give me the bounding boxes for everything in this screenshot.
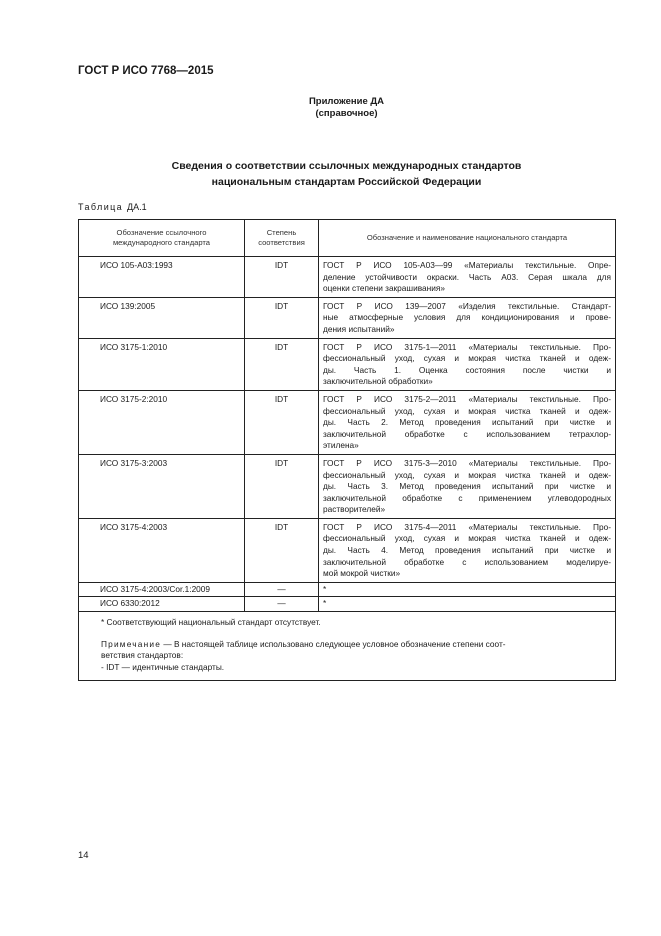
degree-cell: —	[245, 582, 319, 597]
intl-standard-cell: ИСО 3175-4:2003/Cor.1:2009	[79, 582, 245, 597]
national-standard-line: ды. Часть 2. Метод проведения испытаний при чистке и	[323, 417, 611, 428]
degree-cell: IDT	[245, 518, 319, 582]
intl-standard-cell: ИСО 105-А03:1993	[79, 257, 245, 298]
intl-standard-cell: ИСО 139:2005	[79, 297, 245, 338]
section-title	[78, 158, 615, 190]
national-standard-line: оценки степени закрашивания»	[323, 283, 445, 294]
header-degree-line-2: соответствия	[258, 238, 305, 247]
intl-standard-cell: ИСО 3175-1:2010	[79, 338, 245, 390]
table-footer	[79, 612, 616, 681]
section-title-line-2: национальным стандартам Российской Федерации	[211, 176, 482, 188]
section-title-line-1: Сведения о соответствии ссылочных международных стандартов	[171, 160, 522, 172]
header-degree	[245, 220, 319, 257]
degree-cell: IDT	[245, 390, 319, 454]
national-standard-line: ГОСТ Р ИСО 3175-1—2011 «Материалы текстильные. Про-	[323, 341, 611, 352]
appendix-subtitle: (справочное)	[315, 108, 378, 119]
note-text-line-2: ветствия стандартов:	[101, 650, 184, 661]
national-standard-cell	[319, 297, 616, 338]
intl-standard-cell: ИСО 3175-3:2003	[79, 454, 245, 518]
national-standard-line: фессиональный уход, сухая и мокрая чистка тканей и одеж-	[323, 405, 611, 416]
national-standard-cell	[319, 454, 616, 518]
correspondence-table	[78, 219, 616, 681]
national-standard-line: ГОСТ Р ИСО 3175-2—2011 «Материалы текстильные. Про-	[323, 393, 611, 404]
table-footer-row	[79, 612, 616, 681]
national-standard-cell	[319, 257, 616, 298]
national-standard-line: ГОСТ Р ИСО 105-А03—99 «Материалы текстильные. Опре-	[323, 260, 611, 270]
national-standard-line: *	[323, 598, 327, 609]
national-standard-line: фессиональный уход, сухая и мокрая чистка тканей и одеж-	[323, 469, 611, 480]
table-row	[79, 582, 616, 597]
national-standard-line: ГОСТ Р ИСО 3175-3—2010 «Материалы текстильные. Про-	[323, 457, 611, 468]
note-text-line-1: — В настоящей таблице использовано следующее условное обозначение степени соот-	[161, 638, 506, 649]
table-row	[79, 518, 616, 582]
national-standard-cell	[319, 597, 616, 612]
national-standard-line: деление устойчивости окраски. Часть А03. Серая шкала для	[323, 271, 611, 282]
note	[101, 639, 609, 651]
table-row	[79, 297, 616, 338]
national-standard-line: растворителей»	[323, 504, 386, 515]
table-header-row	[79, 220, 616, 257]
appendix-title: Приложение ДА	[308, 96, 385, 107]
degree-cell: IDT	[245, 338, 319, 390]
table-row	[79, 257, 616, 298]
national-standard-line: ды. Часть 1. Оценка состояния после чистки и	[323, 364, 611, 375]
national-standard-line: этилена»	[323, 440, 359, 451]
degree-cell: —	[245, 597, 319, 612]
national-standard-line: фессиональный уход, сухая и мокрая чистка тканей и одеж-	[323, 533, 611, 544]
header-degree-line-1: Степень	[266, 228, 297, 237]
table-row	[79, 454, 616, 518]
national-standard-line: фессиональный уход, сухая и мокрая чистка тканей и одеж-	[323, 353, 611, 364]
header-intl-line-2: международного стандарта	[112, 238, 211, 247]
header-intl-standard	[79, 220, 245, 257]
national-standard-cell	[319, 582, 616, 597]
degree-cell: IDT	[245, 257, 319, 298]
footnote: * Соответствующий национальный стандарт отсутствует.	[101, 617, 321, 628]
national-standard-line: ды. Часть 3. Метод проведения испытаний при чистке и	[323, 481, 611, 492]
national-standard-cell	[319, 390, 616, 454]
table-label-number: ДА.1	[127, 202, 147, 212]
table-body	[79, 257, 616, 612]
header-intl-line-1: Обозначение ссылочного	[116, 228, 207, 237]
table-row	[79, 390, 616, 454]
degree-cell: IDT	[245, 297, 319, 338]
national-standard-line: заключительной обработке с использованием тетрахлор-	[323, 428, 611, 439]
degree-cell: IDT	[245, 454, 319, 518]
table-label-prefix: Таблица	[78, 202, 124, 212]
national-standard-line: заключительной обработке с использованием моделируе-	[323, 556, 611, 567]
national-standard-line: дения испытаний»	[323, 323, 395, 334]
national-standard-line: заключительной обработки»	[323, 376, 433, 387]
national-standard-line: ные атмосферные условия для кондиционирования и прове-	[323, 312, 611, 323]
table-label	[78, 202, 147, 212]
note-label: Примечание	[101, 638, 162, 649]
national-standard-cell	[319, 518, 616, 582]
document-code: ГОСТ Р ИСО 7768—2015	[78, 65, 214, 77]
intl-standard-cell: ИСО 3175-4:2003	[79, 518, 245, 582]
note-item: - IDT — идентичные стандарты.	[101, 661, 225, 672]
national-standard-cell	[319, 338, 616, 390]
table-row	[79, 338, 616, 390]
page-number: 14	[78, 850, 89, 861]
national-standard-line: ГОСТ Р ИСО 139—2007 «Изделия текстильные. Стандарт-	[323, 300, 611, 311]
national-standard-line: ды. Часть 4. Метод проведения испытаний при чистке и	[323, 545, 611, 556]
national-standard-line: мой мокрой чистки»	[323, 568, 401, 579]
table-row	[79, 597, 616, 612]
national-standard-line: ГОСТ Р ИСО 3175-4—2011 «Материалы текстильные. Про-	[323, 521, 611, 532]
intl-standard-cell: ИСО 3175-2:2010	[79, 390, 245, 454]
national-standard-line: *	[323, 583, 327, 594]
intl-standard-cell: ИСО 6330:2012	[79, 597, 245, 612]
national-standard-line: заключительной обработке с применением углеводородных	[323, 492, 611, 503]
header-national-standard: Обозначение и наименование национального стандарта	[319, 220, 616, 257]
